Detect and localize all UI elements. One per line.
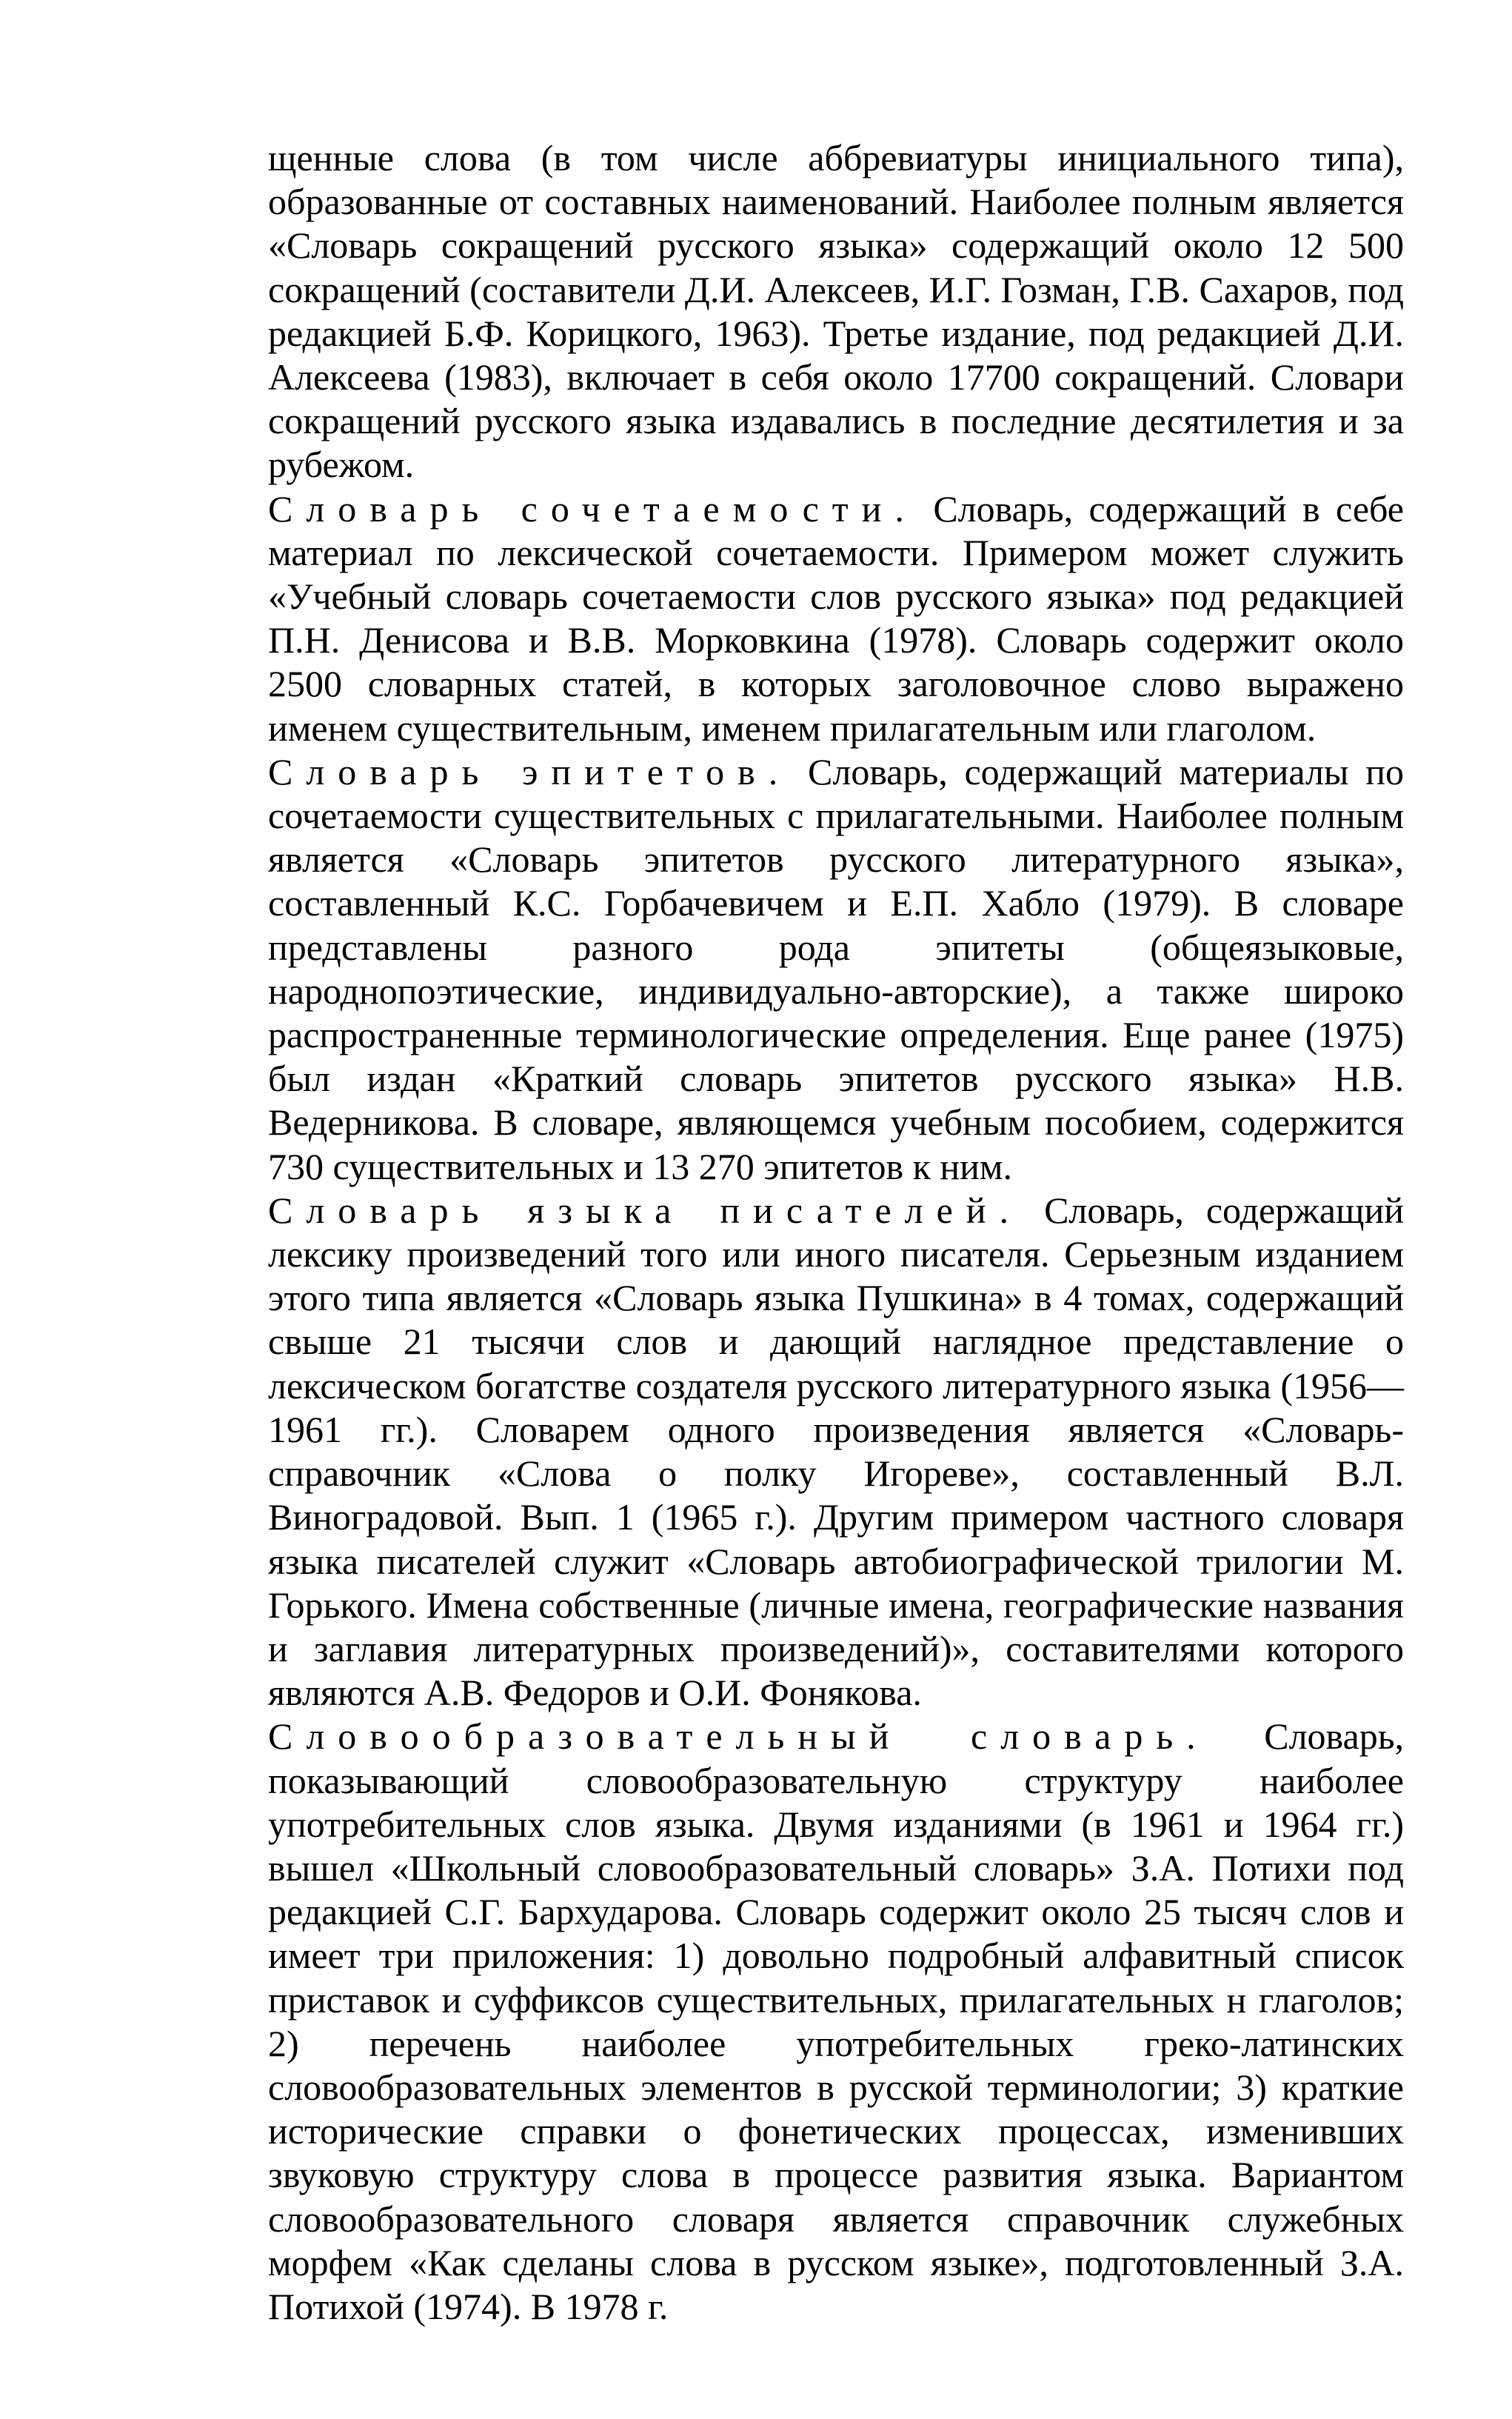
entry-term: Словарь языка писателей.: [268, 1189, 1023, 1231]
entry-term: Словарь эпитетов.: [268, 750, 792, 793]
paragraph-abbreviations: [268, 136, 1404, 487]
paragraph-writers-language-dictionary: [268, 1189, 1404, 1715]
entry-term: Словообразовательный словарь.: [268, 1715, 1209, 1758]
paragraph-text: Словарь, содержащий лексику произведений того или иного писателя. Серьезным изданием этого типа является «Словарь языка Пушкина» в 4 томах, содержащий свыше 21 тысячи слов и дающий наглядное представление о лексическом богатстве создателя русского литературного языка (1956—1961 гг.). Словарем одного произведения является «Словарь-справочник «Слова о полку Игореве», составленный В.Л. Виноградовой. Вып. 1 (1965 г.). Другим примером частного словаря языка писателей служит «Словарь автобиографической трилогии М. Горького. Имена собственные (личные имена, географические названия и заглавия литературных произведений)», составителями которого являются А.В. Федоров и О.И. Фонякова.: [268, 1189, 1404, 1714]
paragraph-text: Словарь, содержащий материалы по сочетаемости существительных с прилагательными. Наиболее полным является «Словарь эпитетов русского литературного языка», составленный К.С. Горбачевичем и Е.П. Хабло (1979). В словаре представлены разного рода эпитеты (общеязыковые, народнопоэтические, индивидуально-авторские), а также широко распространенные терминологические определения. Еще ранее (1975) был издан «Краткий словарь эпитетов русского языка» Н.В. Ведерникова. В словаре, являющемся учебным пособием, содержится 730 существительных и 13 270 эпитетов к ним.: [268, 750, 1404, 1187]
paragraph-text: Словарь, показывающий словообразовательную структуру наиболее употребительных слов языка. Двумя изданиями (в 1961 и 1964 гг.) вышел «Школьный словообразовательный словарь» З.А. Потихи под редакцией С.Г. Бархударова. Словарь содержит около 25 тысяч слов и имеет три приложения: 1) довольно подробный алфавитный список приставок и суффиксов существительных, прилагательных н глаголов; 2) перечень наиболее употребительных греко-латинских словообразовательных элементов в русской терминологии; 3) краткие исторические справки о фонетических процессах, изменивших звуковую структуру слова в процессе развития языка. Вариантом словообразовательного словаря является справочник служебных морфем «Как сделаны слова в русском языке», подготовленный З.А. Потихой (1974). В 1978 г.: [268, 1715, 1404, 2327]
paragraph-word-formation-dictionary: [268, 1715, 1404, 2329]
paragraph-epithet-dictionary: [268, 750, 1404, 1189]
paragraph-collocation-dictionary: [268, 487, 1404, 750]
paragraph-text: щенные слова (в том числе аббревиатуры инициального типа), образованные от составных наименований. Наиболее полным является «Словарь сокращений русского языка» содержащий около 12 500 сокращений (составители Д.И. Алексеев, И.Г. Гозман, Г.В. Сахаров, под редакцией Б.Ф. Корицкого, 1963). Третье издание, под редакцией Д.И. Алексеева (1983), включает в себя около 17700 сокращений. Словари сокращений русского языка издавались в последние десятилетия и за рубежом.: [268, 137, 1404, 486]
page-body: [268, 136, 1404, 2329]
entry-term: Словарь сочетаемости.: [268, 487, 917, 530]
paragraph-text: Словарь, содержащий в себе материал по лексической сочетаемости. Примером может служить «Учебный словарь сочетаемости слов русского языка» под редакцией П.Н. Денисова и В.В. Морковкина (1978). Словарь содержит около 2500 словарных статей, в которых заголовочное слово выражено именем существительным, именем прилагательным или глаголом.: [268, 487, 1404, 749]
